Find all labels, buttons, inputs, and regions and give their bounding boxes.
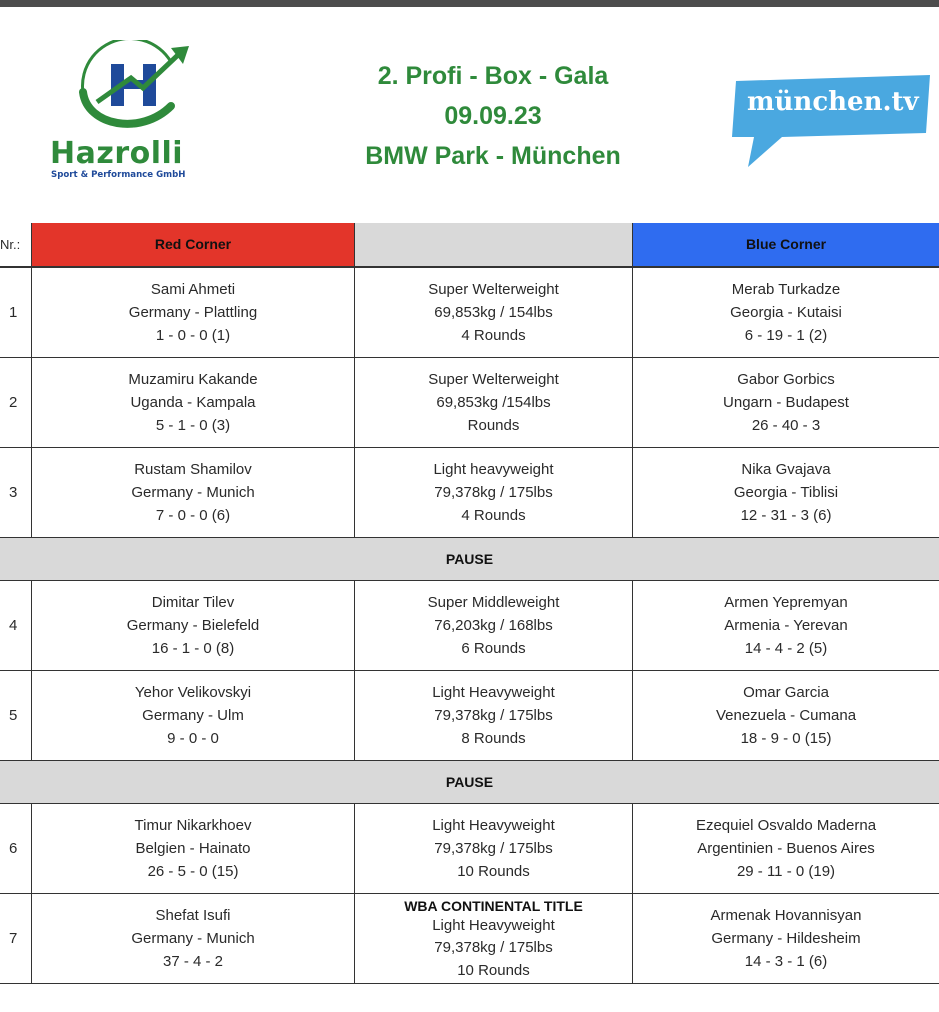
red-fighter-name: Muzamiru Kakande bbox=[128, 370, 258, 388]
red-fighter-origin: Uganda - Kampala bbox=[130, 393, 256, 411]
bout-rounds: 4 Rounds bbox=[461, 327, 526, 345]
table-header-row bbox=[0, 223, 939, 268]
blue-fighter-record: 14 - 3 - 1 (6) bbox=[744, 953, 828, 971]
fight-card-table bbox=[0, 223, 939, 984]
blue-fighter-name: Armen Yepremyan bbox=[724, 593, 848, 611]
bout-weight-class: Light Heavyweight bbox=[432, 683, 555, 701]
red-corner-cell bbox=[32, 894, 355, 983]
bout-weight-class: Light Heavyweight bbox=[432, 916, 555, 934]
table-row bbox=[0, 448, 939, 538]
table-row bbox=[0, 581, 939, 671]
fight-number: 1 bbox=[0, 268, 32, 357]
top-border-strip bbox=[0, 0, 939, 7]
bout-weight-class: Light heavyweight bbox=[433, 460, 554, 478]
blue-fighter-record: 6 - 19 - 1 (2) bbox=[744, 327, 828, 345]
blue-fighter-name: Gabor Gorbics bbox=[737, 370, 835, 388]
bout-weight-limit: 79,378kg / 175lbs bbox=[434, 939, 553, 957]
blue-fighter-origin: Georgia - Tiblisi bbox=[733, 483, 839, 501]
red-fighter-record: 1 - 0 - 0 (1) bbox=[155, 327, 231, 345]
red-corner-cell bbox=[32, 358, 355, 447]
bout-weight-class: Super Welterweight bbox=[428, 370, 559, 388]
header-red-corner: Red Corner bbox=[32, 223, 355, 266]
blue-fighter-origin: Germany - Hildesheim bbox=[711, 929, 861, 947]
red-fighter-name: Shefat Isufi bbox=[155, 906, 231, 924]
pause-row: PAUSE bbox=[0, 538, 939, 581]
red-fighter-origin: Belgien - Hainato bbox=[135, 839, 251, 857]
bout-info-cell bbox=[355, 804, 633, 893]
bout-weight-limit: 79,378kg / 175lbs bbox=[434, 839, 553, 857]
blue-fighter-origin: Armenia - Yerevan bbox=[724, 616, 848, 634]
blue-corner-cell bbox=[633, 894, 939, 983]
red-fighter-record: 5 - 1 - 0 (3) bbox=[155, 417, 231, 435]
red-corner-cell bbox=[32, 804, 355, 893]
red-fighter-origin: Germany - Munich bbox=[131, 929, 255, 947]
fight-number: 5 bbox=[0, 671, 32, 760]
event-title: 2. Profi - Box - Gala bbox=[377, 62, 609, 90]
blue-corner-cell bbox=[633, 448, 939, 537]
red-fighter-name: Sami Ahmeti bbox=[150, 280, 236, 298]
bout-weight-limit: 76,203kg / 168lbs bbox=[434, 616, 553, 634]
table-row bbox=[0, 358, 939, 448]
bout-rounds: 8 Rounds bbox=[461, 730, 526, 748]
red-corner-cell bbox=[32, 448, 355, 537]
red-fighter-record: 7 - 0 - 0 (6) bbox=[155, 507, 231, 525]
fight-number: 7 bbox=[0, 894, 32, 983]
red-corner-cell bbox=[32, 581, 355, 670]
blue-fighter-record: 14 - 4 - 2 (5) bbox=[744, 640, 828, 658]
red-fighter-origin: Germany - Ulm bbox=[142, 706, 244, 724]
bout-rounds: 4 Rounds bbox=[461, 507, 526, 525]
bout-weight-limit: 79,378kg / 175lbs bbox=[434, 706, 553, 724]
red-fighter-name: Timur Nikarkhoev bbox=[134, 816, 252, 834]
bout-info-cell bbox=[355, 268, 633, 357]
blue-fighter-name: Merab Turkadze bbox=[731, 280, 841, 298]
red-fighter-record: 16 - 1 - 0 (8) bbox=[151, 640, 235, 658]
blue-corner-cell bbox=[633, 671, 939, 760]
blue-fighter-origin: Ungarn - Budapest bbox=[723, 393, 849, 411]
red-fighter-origin: Germany - Munich bbox=[131, 483, 255, 501]
hazrolli-emblem-icon bbox=[71, 40, 201, 136]
blue-fighter-origin: Georgia - Kutaisi bbox=[730, 303, 842, 321]
red-fighter-name: Rustam Shamilov bbox=[134, 460, 252, 478]
brand-subtitle: Sport & Performance GmbH bbox=[51, 170, 186, 180]
blue-fighter-name: Omar Garcia bbox=[743, 683, 829, 701]
blue-fighter-name: Ezequiel Osvaldo Maderna bbox=[695, 816, 877, 834]
blue-fighter-origin: Argentinien - Buenos Aires bbox=[697, 839, 875, 857]
blue-fighter-record: 29 - 11 - 0 (19) bbox=[736, 863, 836, 881]
header-middle bbox=[355, 223, 633, 266]
fight-number: 4 bbox=[0, 581, 32, 670]
header-blue-corner: Blue Corner bbox=[633, 223, 939, 266]
tv-logo-text: münchen.tv bbox=[747, 87, 919, 117]
event-date: 09.09.23 bbox=[444, 102, 542, 130]
blue-fighter-record: 26 - 40 - 3 bbox=[751, 417, 821, 435]
blue-fighter-name: Nika Gvajava bbox=[741, 460, 831, 478]
header-nr: Nr.: bbox=[0, 223, 32, 266]
bout-info-cell bbox=[355, 581, 633, 670]
bout-rounds: 10 Rounds bbox=[457, 863, 530, 881]
brand-name: Hazrolli bbox=[50, 136, 184, 171]
red-fighter-record: 9 - 0 - 0 bbox=[167, 730, 219, 748]
red-corner-cell bbox=[32, 671, 355, 760]
blue-fighter-origin: Venezuela - Cumana bbox=[715, 706, 857, 724]
bout-info-cell bbox=[355, 448, 633, 537]
red-fighter-origin: Germany - Bielefeld bbox=[126, 616, 260, 634]
red-corner-cell bbox=[32, 268, 355, 357]
bout-rounds: Rounds bbox=[467, 417, 520, 435]
hazrolli-logo bbox=[46, 40, 221, 190]
blue-fighter-record: 12 - 31 - 3 (6) bbox=[740, 507, 832, 525]
bout-weight-limit: 79,378kg / 175lbs bbox=[434, 483, 553, 501]
bout-rounds: 6 Rounds bbox=[461, 640, 526, 658]
red-fighter-name: Dimitar Tilev bbox=[151, 593, 235, 611]
fight-number: 6 bbox=[0, 804, 32, 893]
red-fighter-record: 26 - 5 - 0 (15) bbox=[147, 863, 239, 881]
blue-fighter-record: 18 - 9 - 0 (15) bbox=[740, 730, 832, 748]
bout-weight-limit: 69,853kg /154lbs bbox=[436, 393, 551, 411]
bout-rounds: 10 Rounds bbox=[457, 961, 530, 979]
table-row bbox=[0, 804, 939, 894]
bout-weight-class: Super Welterweight bbox=[428, 280, 559, 298]
blue-fighter-name: Armenak Hovannisyan bbox=[710, 906, 862, 924]
event-venue: BMW Park - München bbox=[365, 142, 621, 170]
fight-number: 2 bbox=[0, 358, 32, 447]
bout-info-cell bbox=[355, 894, 633, 983]
bout-title: WBA CONTINENTAL TITLE bbox=[404, 897, 583, 914]
fight-number: 3 bbox=[0, 448, 32, 537]
pause-row: PAUSE bbox=[0, 761, 939, 804]
table-row bbox=[0, 671, 939, 761]
red-fighter-origin: Germany - Plattling bbox=[128, 303, 258, 321]
bout-info-cell bbox=[355, 671, 633, 760]
blue-corner-cell bbox=[633, 804, 939, 893]
blue-corner-cell bbox=[633, 358, 939, 447]
red-fighter-record: 37 - 4 - 2 bbox=[162, 953, 224, 971]
event-title-block bbox=[320, 56, 666, 176]
bout-weight-class: Super Middleweight bbox=[427, 593, 560, 611]
bout-info-cell bbox=[355, 358, 633, 447]
red-fighter-name: Yehor Velikovskyi bbox=[134, 683, 252, 701]
table-row bbox=[0, 894, 939, 984]
blue-corner-cell bbox=[633, 581, 939, 670]
bout-weight-class: Light Heavyweight bbox=[432, 816, 555, 834]
bout-weight-limit: 69,853kg / 154lbs bbox=[434, 303, 553, 321]
table-row bbox=[0, 268, 939, 358]
muenchen-tv-logo bbox=[730, 75, 935, 170]
blue-corner-cell bbox=[633, 268, 939, 357]
